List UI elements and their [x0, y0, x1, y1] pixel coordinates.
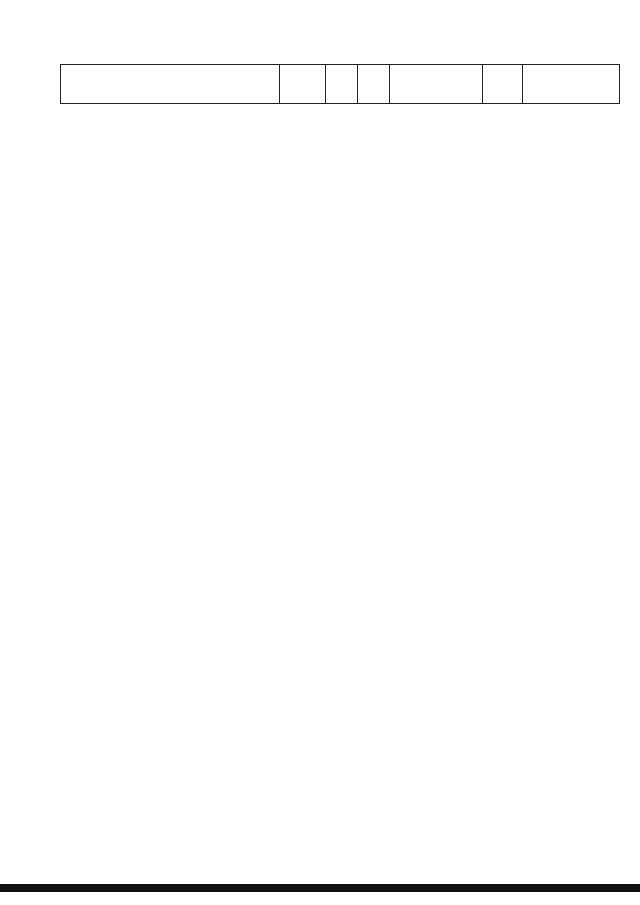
bottom-border: [0, 884, 640, 892]
header-kvsr: [279, 64, 325, 104]
header-sum: [522, 64, 620, 104]
header-rz: [325, 64, 357, 104]
header-pr: [357, 64, 389, 104]
header-vr: [482, 64, 522, 104]
header-csr: [389, 64, 482, 104]
header-name: [60, 64, 279, 104]
